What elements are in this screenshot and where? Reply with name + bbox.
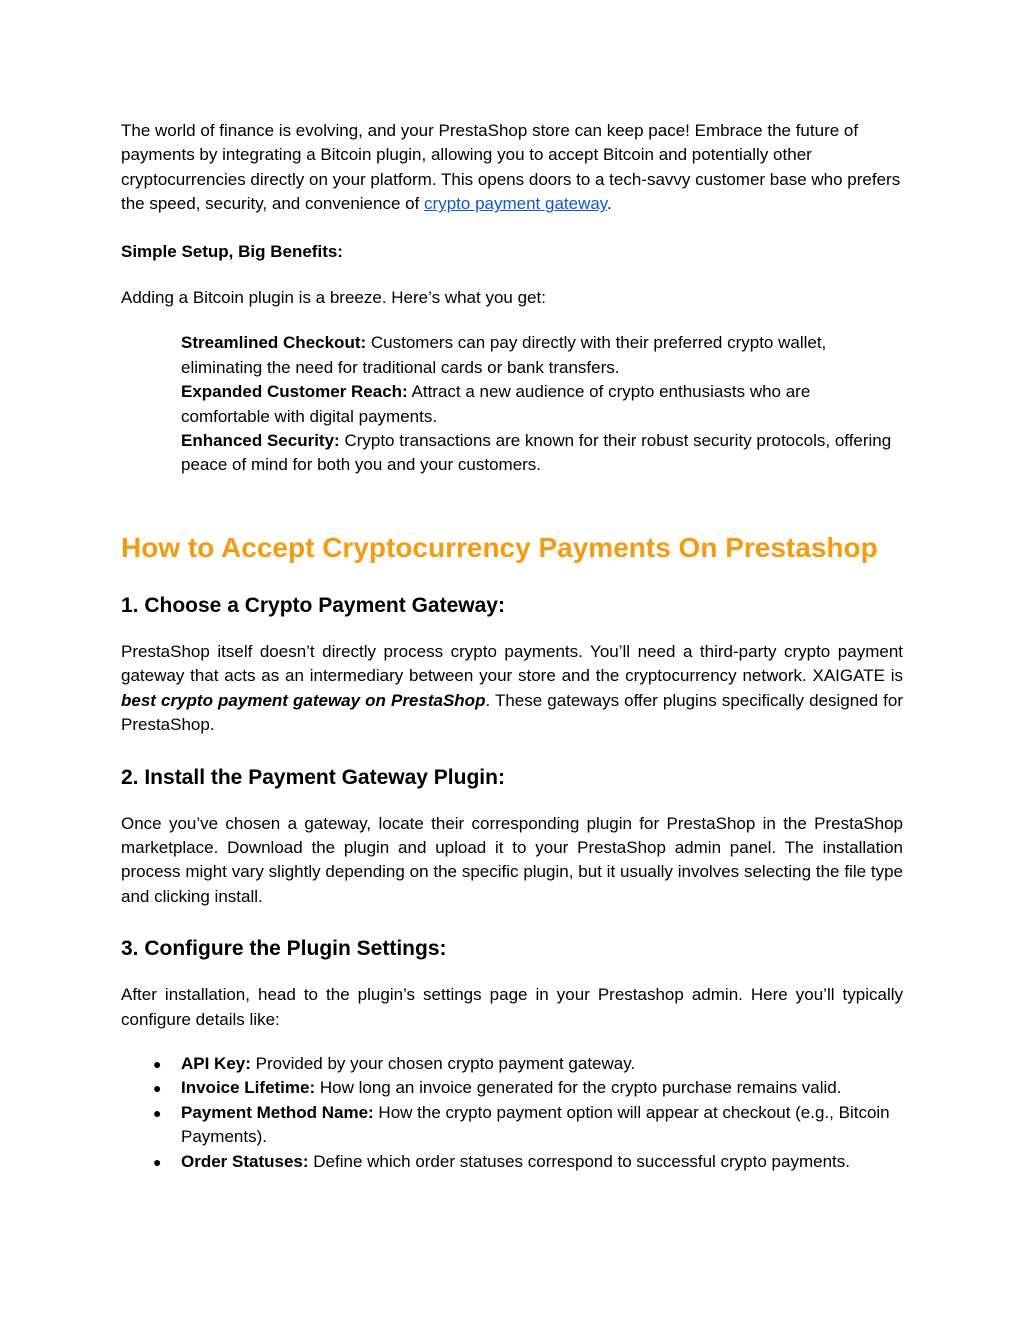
- setting-text: Define which order statuses correspond to successful crypto payments.: [308, 1151, 850, 1171]
- step-3-heading: 3. Configure the Plugin Settings:: [121, 937, 447, 961]
- step-1-paragraph: [121, 640, 903, 738]
- benefit-label: Streamlined Checkout:: [181, 333, 367, 353]
- step-2-paragraph: Once you’ve chosen a gateway, locate their corresponding plugin for PrestaShop in the PrestaShop marketplace. Download the plugin and upload it to your PrestaShop admin panel. The installation process might vary slightly depending on the specific plugin, but it usually involves selecting the file type and clicking install.: [121, 813, 903, 906]
- benefit-label: Enhanced Security:: [181, 431, 340, 451]
- list-item: [153, 1150, 903, 1174]
- step-1-emphasis: best crypto payment gateway on PrestaShop: [121, 690, 486, 710]
- main-heading: How to Accept Cryptocurrency Payments On Prestashop: [121, 531, 878, 563]
- benefit-text: Customers can pay directly with their preferred crypto wallet, eliminating the need for traditional cards or bank transfers.: [181, 333, 827, 377]
- list-item: [153, 1101, 903, 1150]
- step-1-text: PrestaShop itself doesn’t directly process crypto payments. You’ll need a third-party crypto payment gateway that acts as an intermediary between your store and the cryptocurrency network. XAIGATE is: [121, 641, 903, 686]
- settings-list: [121, 1052, 903, 1174]
- step-2-heading: 2. Install the Payment Gateway Plugin:: [121, 765, 505, 789]
- benefit-item: [181, 380, 903, 429]
- bullet-icon: ●: [153, 1080, 162, 1097]
- benefit-text: Attract a new audience of crypto enthusiasts who are comfortable with digital payments.: [181, 382, 811, 426]
- document-page: [121, 119, 903, 1174]
- benefits-list: [121, 331, 903, 477]
- benefits-heading: Simple Setup, Big Benefits:: [121, 241, 343, 261]
- intro-paragraph: [121, 119, 903, 217]
- benefits-lead: Adding a Bitcoin plugin is a breeze. Here’s what you get:: [121, 288, 546, 308]
- intro-text-end: .: [607, 194, 612, 214]
- bullet-icon: ●: [153, 1104, 162, 1121]
- benefit-label: Expanded Customer Reach:: [181, 382, 408, 402]
- list-item: [153, 1052, 903, 1076]
- setting-label: Order Statuses:: [181, 1151, 309, 1171]
- benefit-text: Crypto transactions are known for their robust security protocols, offering peace of mind for both you and your customers.: [181, 431, 892, 475]
- step-1-text-end: . These gateways offer plugins specifically designed for PrestaShop.: [121, 690, 904, 735]
- list-item: [153, 1076, 903, 1100]
- step-1-heading: 1. Choose a Crypto Payment Gateway:: [121, 593, 505, 617]
- setting-text: Provided by your chosen crypto payment gateway.: [250, 1053, 636, 1073]
- bullet-icon: ●: [153, 1153, 162, 1170]
- setting-text: How the crypto payment option will appear at checkout (e.g., Bitcoin Payments).: [181, 1102, 890, 1147]
- benefit-item: [181, 429, 903, 478]
- benefit-item: [181, 331, 903, 380]
- setting-label: Payment Method Name:: [181, 1102, 374, 1122]
- intro-text: The world of finance is evolving, and your PrestaShop store can keep pace! Embrace the future of payments by integrating a Bitcoin plugin, allowing you to accept Bitcoin and potentially other cryptocurrencies directly on your platform. This opens doors to a tech-savvy customer base who prefers the speed, security, and convenience of: [121, 121, 901, 214]
- setting-text: How long an invoice generated for the crypto purchase remains valid.: [315, 1078, 842, 1098]
- bullet-icon: ●: [153, 1055, 162, 1072]
- step-3-paragraph: After installation, head to the plugin’s settings page in your Prestashop admin. Here you’ll typically configure details like:: [121, 985, 903, 1029]
- setting-label: API Key:: [181, 1053, 251, 1073]
- crypto-payment-gateway-link[interactable]: crypto payment gateway: [424, 194, 608, 214]
- setting-label: Invoice Lifetime:: [181, 1078, 316, 1098]
